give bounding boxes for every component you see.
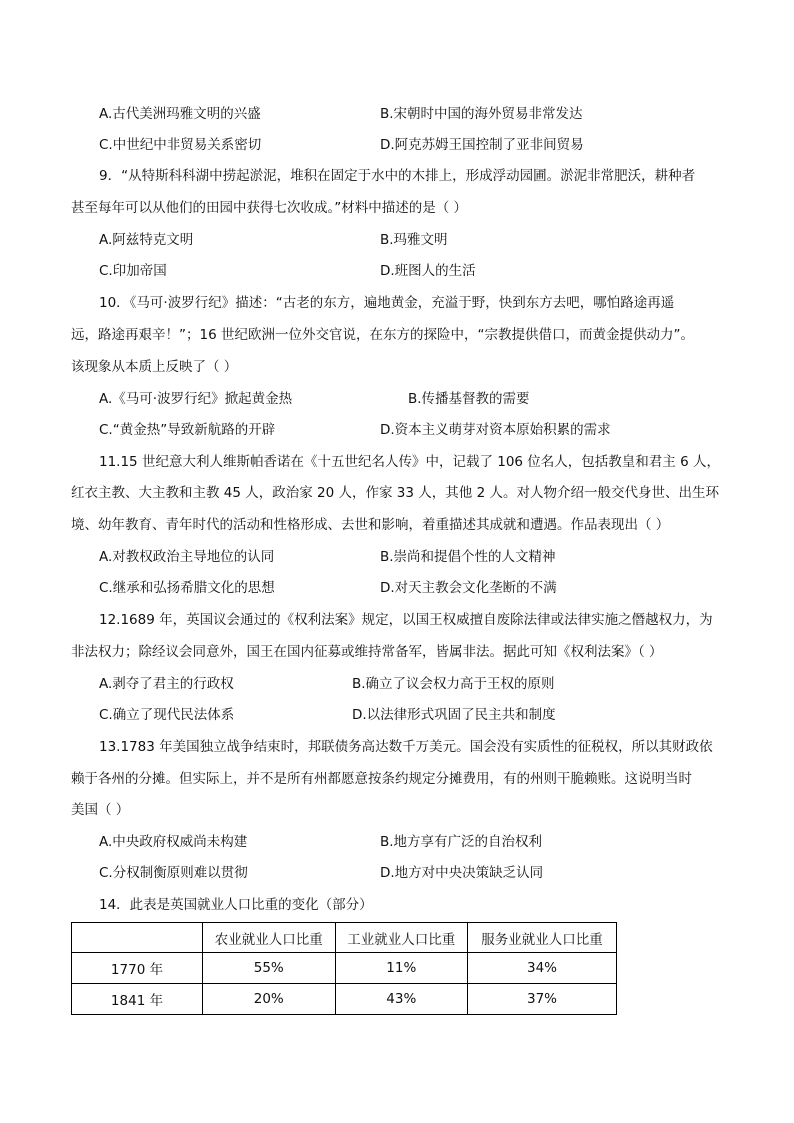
- q8-option-a[interactable]: A.古代美洲玛雅文明的兴盛: [99, 106, 261, 122]
- table-row: [72, 953, 617, 984]
- q12-stem-line-2: 非法权力；除经议会同意外，国王在国内征募或维持常备军，皆属非法。据此可知《权利法案》（ ）: [71, 644, 663, 660]
- q14-intro: 14．此表是英国就业人口比重的变化（部分）: [99, 897, 373, 913]
- table-cell: 37%: [468, 984, 617, 1015]
- q10-option-d[interactable]: D.资本主义萌芽对资本原始积累的需求: [380, 422, 611, 438]
- table-header-cell: 工业就业人口比重: [335, 923, 468, 953]
- table-header-cell: 服务业就业人口比重: [468, 923, 617, 953]
- q11-stem-line-1: 11.15 世纪意大利人维斯帕香诺在《十五世纪名人传》中，记载了 106 位名人，包括教皇和君主 6 人，: [99, 454, 720, 470]
- q10-option-b[interactable]: B.传播基督教的需要: [408, 391, 530, 407]
- q13-option-a[interactable]: A.中央政府权威尚未构建: [99, 834, 248, 850]
- table-cell: 20%: [203, 984, 336, 1015]
- q9-stem-line-2: 甚至每年可以从他们的田园中获得七次收成。”材料中描述的是（ ）: [71, 200, 468, 216]
- q13-option-b[interactable]: B.地方享有广泛的自治权利: [380, 834, 543, 850]
- q9-option-a[interactable]: A.阿兹特克文明: [99, 232, 194, 248]
- table-cell: 11%: [335, 953, 468, 984]
- q11-option-a[interactable]: A.对教权政治主导地位的认同: [99, 549, 275, 565]
- q13-stem-line-2: 赖于各州的分摊。但实际上，并不是所有州都愿意按条约规定分摊费用，有的州则干脆赖账。这说明当时: [71, 771, 692, 787]
- q13-stem-line-3: 美国（ ）: [71, 802, 130, 818]
- q10-stem-line-2: 远，路途再艰辛！”；16 世纪欧洲一位外交官说，在东方的探险中，“宗教提供借口，而黄金提供动力”。: [71, 327, 694, 343]
- q9-option-d[interactable]: D.班图人的生活: [380, 263, 476, 279]
- q11-option-b[interactable]: B.崇尚和提倡个性的人文精神: [380, 549, 556, 565]
- q12-option-c[interactable]: C.确立了现代民法体系: [99, 707, 235, 723]
- q8-option-d[interactable]: D.阿克苏姆王国控制了亚非间贸易: [380, 137, 584, 153]
- q9-option-b[interactable]: B.玛雅文明: [380, 232, 448, 248]
- q13-option-d[interactable]: D.地方对中央决策缺乏认同: [380, 865, 544, 881]
- q8-option-c[interactable]: C.中世纪中非贸易关系密切: [99, 137, 262, 153]
- q12-option-b[interactable]: B.确立了议会权力高于王权的原则: [352, 676, 555, 692]
- q11-stem-line-2: 红衣主教、大主教和主教 45 人，政治家 20 人，作家 33 人，其他 2 人。对人物介绍一般交代身世、出生环: [71, 485, 719, 501]
- table-header-row: [72, 923, 617, 953]
- q11-option-d[interactable]: D.对天主教会文化垄断的不满: [380, 580, 557, 596]
- q10-stem-line-1: 10．《马可·波罗行纪》描述：“古老的东方，遍地黄金，充溢于野，快到东方去吧，哪怕路途再遥: [99, 295, 675, 311]
- employment-table: [71, 922, 617, 1015]
- q11-option-c[interactable]: C.继承和弘扬希腊文化的思想: [99, 580, 275, 596]
- q8-option-b[interactable]: B.宋朝时中国的海外贸易非常发达: [380, 106, 583, 122]
- q10-option-c[interactable]: C.“黄金热”导致新航路的开辟: [99, 422, 276, 438]
- q13-stem-line-1: 13.1783 年美国独立战争结束时，邦联债务高达数千万美元。国会没有实质性的征税权，所以其财政依: [99, 739, 713, 755]
- q10-option-a[interactable]: A.《马可·波罗行纪》掀起黄金热: [99, 391, 293, 407]
- table-cell: 34%: [468, 953, 617, 984]
- q12-option-d[interactable]: D.以法律形式巩固了民主共和制度: [352, 707, 556, 723]
- q9-stem-line-1: 9．“从特斯科科湖中捞起淤泥，堆积在固定于水中的木排上，形成浮动园圃。淤泥非常肥沃，耕种者: [99, 168, 696, 184]
- q12-option-a[interactable]: A.剥夺了君主的行政权: [99, 676, 234, 692]
- q13-option-c[interactable]: C.分权制衡原则难以贯彻: [99, 865, 248, 881]
- table-cell: 55%: [203, 953, 336, 984]
- q10-stem-line-3: 该现象从本质上反映了（ ）: [71, 359, 238, 375]
- q12-stem-line-1: 12.1689 年，英国议会通过的《权利法案》规定，以国王权威擅自废除法律或法律实施之僭越权力，为: [99, 612, 713, 628]
- table-row: [72, 984, 617, 1015]
- table-header-cell: [72, 923, 203, 953]
- q11-stem-line-3: 境、幼年教育、青年时代的活动和性格形成、去世和影响，着重描述其成就和遭遇。作品表现出（ ）: [71, 517, 670, 533]
- q9-option-c[interactable]: C.印加帝国: [99, 263, 167, 279]
- table-cell: 43%: [335, 984, 468, 1015]
- table-header-cell: 农业就业人口比重: [203, 923, 336, 953]
- table-cell-year: 1770 年: [72, 953, 203, 984]
- table-cell-year: 1841 年: [72, 984, 203, 1015]
